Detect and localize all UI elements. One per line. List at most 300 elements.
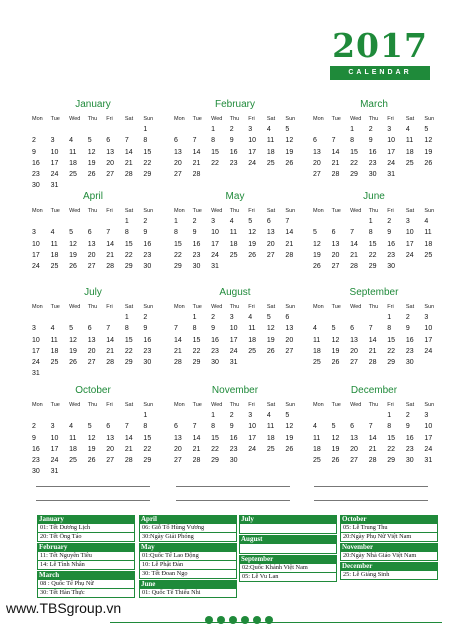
day-cell: 10 xyxy=(424,325,433,333)
day-cell: 22 xyxy=(387,347,396,355)
day-cell: 28 xyxy=(368,359,377,367)
holiday-month-header: June xyxy=(139,580,237,589)
day-cell: 30 xyxy=(32,468,40,476)
holiday-group xyxy=(340,562,438,580)
day-cell: 11 xyxy=(424,229,432,237)
empty-cell xyxy=(84,124,103,135)
day-cell: 18 xyxy=(313,347,321,355)
day-cell: 24 xyxy=(229,347,238,355)
holiday-item: 20: Tết Ông Táo xyxy=(37,533,135,542)
weekday-header: Thu xyxy=(87,304,98,310)
holiday-group xyxy=(239,555,337,582)
note-line xyxy=(36,486,150,487)
empty-cell xyxy=(102,124,121,135)
holiday-group xyxy=(139,515,237,542)
day-cell: 10 xyxy=(32,240,40,248)
day-cell: 23 xyxy=(405,347,414,355)
day-cell: 21 xyxy=(285,240,294,248)
day-cell: 14 xyxy=(368,434,377,442)
day-cell: 17 xyxy=(32,251,40,259)
day-cell: 18 xyxy=(50,347,59,355)
day-cell: 22 xyxy=(211,159,219,167)
day-cell: 24 xyxy=(211,251,219,259)
month-day-grid xyxy=(170,302,300,368)
day-cell: 9 xyxy=(387,229,392,237)
day-cell: 10 xyxy=(211,229,219,237)
day-cell: 8 xyxy=(387,423,392,431)
day-cell: 23 xyxy=(405,445,414,453)
day-cell: 5 xyxy=(424,126,429,133)
day-cell: 13 xyxy=(174,148,182,156)
day-cell: 30 xyxy=(387,263,396,271)
day-cell: 9 xyxy=(143,229,148,237)
day-cell: 3 xyxy=(248,126,253,133)
day-cell: 14 xyxy=(106,336,115,344)
day-cell: 28 xyxy=(124,457,133,465)
weekday-header: Thu xyxy=(87,208,98,214)
day-cell: 27 xyxy=(266,251,275,259)
day-cell: 14 xyxy=(124,434,133,442)
holiday-item: 01: Tết Dương Lịch xyxy=(37,524,135,533)
day-cell: 20 xyxy=(285,336,294,344)
day-cell: 12 xyxy=(87,148,96,156)
holiday-item: 25: Lễ Giáng Sinh xyxy=(340,571,438,580)
holiday-month-header: October xyxy=(340,515,438,524)
holiday-month-header: August xyxy=(239,535,337,544)
day-cell: 16 xyxy=(143,336,152,344)
empty-cell xyxy=(84,410,103,421)
day-cell: 18 xyxy=(266,434,275,442)
day-cell: 3 xyxy=(229,314,234,321)
day-cell: 5 xyxy=(313,229,317,237)
day-cell: 30 xyxy=(229,457,238,465)
day-cell: 31 xyxy=(387,171,396,179)
holiday-group xyxy=(37,515,135,542)
holiday-item: 14: Lễ Tình Nhân xyxy=(37,561,135,570)
day-cell: 18 xyxy=(266,148,275,156)
day-cell: 2 xyxy=(405,314,410,321)
day-cell: 9 xyxy=(368,137,373,145)
day-cell: 22 xyxy=(124,251,133,259)
day-cell: 13 xyxy=(266,229,275,237)
day-cell: 4 xyxy=(424,218,429,225)
month-day-grid xyxy=(28,400,158,478)
holiday-month-header: July xyxy=(239,515,337,524)
day-cell: 12 xyxy=(331,434,340,442)
holiday-group xyxy=(139,543,237,579)
day-cell: 5 xyxy=(248,218,253,225)
empty-cell xyxy=(328,312,347,323)
day-cell: 10 xyxy=(424,423,433,431)
day-cell: 16 xyxy=(32,159,40,167)
day-cell: 23 xyxy=(211,347,219,355)
day-cell: 3 xyxy=(32,325,36,333)
weekday-header: Sun xyxy=(424,304,435,310)
day-cell: 4 xyxy=(313,325,317,333)
day-cell: 26 xyxy=(285,445,294,453)
day-cell: 23 xyxy=(229,159,238,167)
day-cell: 14 xyxy=(285,229,294,237)
day-cell: 1 xyxy=(350,126,355,133)
day-cell: 20 xyxy=(87,251,96,259)
day-cell: 12 xyxy=(87,434,96,442)
day-cell: 7 xyxy=(124,137,129,145)
month-day-grid xyxy=(28,302,158,380)
day-cell: 30 xyxy=(143,359,152,367)
empty-cell xyxy=(309,124,328,135)
day-cell: 21 xyxy=(192,159,201,167)
day-cell: 18 xyxy=(248,336,257,344)
month-december xyxy=(309,384,439,466)
weekday-header: Tue xyxy=(192,208,202,214)
day-cell: 6 xyxy=(266,218,271,225)
empty-cell xyxy=(65,124,84,135)
holiday-item: 30: Tết Đoan Ngọ xyxy=(139,570,237,579)
weekday-header: Mon xyxy=(174,304,185,310)
day-cell: 7 xyxy=(124,423,129,431)
day-cell: 29 xyxy=(350,171,358,179)
day-cell: 15 xyxy=(143,434,152,442)
day-cell: 25 xyxy=(266,159,275,167)
day-cell: 18 xyxy=(229,240,238,248)
day-cell: 29 xyxy=(387,457,396,465)
day-cell: 17 xyxy=(229,336,238,344)
website-link[interactable]: www.TBSgroup.vn xyxy=(6,600,122,616)
day-cell: 15 xyxy=(174,240,182,248)
day-cell: 28 xyxy=(350,263,358,271)
day-cell: 28 xyxy=(285,251,294,259)
day-cell: 25 xyxy=(69,457,77,465)
day-cell: 19 xyxy=(248,240,257,248)
weekday-header: Tue xyxy=(331,304,341,310)
holiday-item: 10: Lễ Phật Đản xyxy=(139,561,237,570)
month-day-grid xyxy=(170,114,300,180)
day-cell: 28 xyxy=(106,359,115,367)
weekday-header: Sun xyxy=(285,116,296,122)
empty-cell xyxy=(365,312,384,323)
day-cell: 22 xyxy=(143,159,152,167)
weekday-header: Mon xyxy=(174,402,185,408)
day-cell: 24 xyxy=(50,171,59,179)
day-cell: 21 xyxy=(174,347,182,355)
day-cell: 19 xyxy=(331,445,340,453)
holiday-panel xyxy=(139,515,237,599)
holiday-item: 06: Giỗ Tổ Hùng Vương xyxy=(139,524,237,533)
empty-cell xyxy=(346,410,365,421)
day-cell: 13 xyxy=(106,148,115,156)
empty-cell xyxy=(189,410,208,421)
month-june xyxy=(309,190,439,272)
day-cell: 23 xyxy=(368,159,377,167)
day-cell: 6 xyxy=(313,137,317,145)
day-cell: 2 xyxy=(368,126,373,133)
day-cell: 4 xyxy=(266,412,271,419)
day-cell: 13 xyxy=(106,434,115,442)
day-cell: 5 xyxy=(266,314,271,321)
day-cell: 25 xyxy=(69,171,77,179)
day-cell: 20 xyxy=(174,159,182,167)
weekday-header: Mon xyxy=(313,116,324,122)
day-cell: 4 xyxy=(50,325,55,333)
weekday-header: Fri xyxy=(106,208,113,214)
weekday-header: Wed xyxy=(350,402,362,408)
day-cell: 24 xyxy=(32,263,40,271)
day-cell: 17 xyxy=(32,347,40,355)
day-cell: 17 xyxy=(50,159,59,167)
day-cell: 2 xyxy=(229,412,234,419)
day-cell: 8 xyxy=(350,137,355,145)
day-cell: 23 xyxy=(32,457,40,465)
day-cell: 15 xyxy=(368,240,377,248)
empty-cell xyxy=(309,216,328,227)
day-cell: 28 xyxy=(331,171,340,179)
day-cell: 2 xyxy=(143,218,148,225)
month-july xyxy=(28,286,158,380)
day-cell: 17 xyxy=(424,336,433,344)
holiday-item xyxy=(239,544,337,554)
day-cell: 19 xyxy=(285,148,294,156)
day-cell: 25 xyxy=(50,263,59,271)
holiday-item: 05: Lễ Trung Thu xyxy=(340,524,438,533)
day-cell: 9 xyxy=(405,423,410,431)
day-cell: 3 xyxy=(50,137,55,145)
day-cell: 2 xyxy=(143,314,148,321)
holiday-month-header: September xyxy=(239,555,337,564)
weekday-header: Tue xyxy=(50,402,60,408)
day-cell: 23 xyxy=(32,171,40,179)
day-cell: 9 xyxy=(32,148,36,156)
month-title: November xyxy=(211,385,259,396)
day-cell: 24 xyxy=(405,251,414,259)
day-cell: 20 xyxy=(313,159,321,167)
day-cell: 16 xyxy=(405,336,414,344)
day-cell: 21 xyxy=(331,159,340,167)
day-cell: 20 xyxy=(174,445,182,453)
day-cell: 8 xyxy=(211,137,216,145)
day-cell: 1 xyxy=(124,218,129,225)
day-cell: 4 xyxy=(229,218,234,225)
day-cell: 22 xyxy=(350,159,358,167)
month-september xyxy=(309,286,439,368)
footer-rule xyxy=(110,622,442,623)
weekday-header: Mon xyxy=(32,208,43,214)
day-cell: 12 xyxy=(313,240,321,248)
weekday-header: Sat xyxy=(266,304,276,310)
holiday-item: 20:Ngày Nhà Giáo Việt Nam xyxy=(340,552,438,561)
empty-cell xyxy=(47,216,66,227)
day-cell: 3 xyxy=(248,412,253,419)
day-cell: 10 xyxy=(248,423,257,431)
empty-cell xyxy=(102,216,121,227)
day-cell: 1 xyxy=(368,218,373,225)
day-cell: 6 xyxy=(285,314,290,321)
day-cell: 22 xyxy=(124,347,133,355)
day-cell: 23 xyxy=(143,251,152,259)
day-cell: 5 xyxy=(331,423,336,431)
weekday-header: Sat xyxy=(124,208,134,214)
day-cell: 18 xyxy=(313,445,321,453)
day-cell: 6 xyxy=(106,423,111,431)
day-cell: 22 xyxy=(368,251,377,259)
weekday-header: Tue xyxy=(331,116,341,122)
day-cell: 28 xyxy=(106,263,115,271)
weekday-header: Fri xyxy=(387,304,394,310)
empty-cell xyxy=(346,312,365,323)
day-cell: 12 xyxy=(248,229,257,237)
empty-cell xyxy=(28,124,47,135)
day-cell: 2 xyxy=(405,412,410,419)
day-cell: 1 xyxy=(124,314,129,321)
weekday-header: Fri xyxy=(387,116,394,122)
day-cell: 26 xyxy=(424,159,433,167)
day-cell: 11 xyxy=(266,423,275,431)
day-cell: 5 xyxy=(285,126,290,133)
note-line xyxy=(36,500,150,501)
day-cell: 21 xyxy=(368,347,377,355)
day-cell: 14 xyxy=(106,240,115,248)
month-april xyxy=(28,190,158,272)
day-cell: 24 xyxy=(32,359,40,367)
day-cell: 26 xyxy=(331,457,340,465)
day-cell: 4 xyxy=(248,314,253,321)
weekday-header: Tue xyxy=(50,116,60,122)
weekday-header: Sat xyxy=(266,402,276,408)
empty-cell xyxy=(84,216,103,227)
day-cell: 7 xyxy=(174,325,178,333)
weekday-header: Sun xyxy=(285,208,296,214)
day-cell: 19 xyxy=(285,434,294,442)
day-cell: 13 xyxy=(350,336,358,344)
day-cell: 12 xyxy=(69,240,77,248)
day-cell: 10 xyxy=(32,336,40,344)
day-cell: 31 xyxy=(50,182,59,190)
day-cell: 4 xyxy=(50,229,55,237)
month-day-grid xyxy=(28,114,158,192)
holiday-item: 30: Tết Hàn Thực xyxy=(37,589,135,598)
month-title: July xyxy=(84,287,102,298)
holiday-group xyxy=(239,515,337,534)
day-cell: 23 xyxy=(143,347,152,355)
weekday-header: Sat xyxy=(124,402,134,408)
day-cell: 8 xyxy=(143,423,148,431)
day-cell: 3 xyxy=(211,218,216,225)
day-cell: 12 xyxy=(285,137,294,145)
day-cell: 22 xyxy=(211,445,219,453)
day-cell: 4 xyxy=(313,423,317,431)
day-cell: 12 xyxy=(69,336,77,344)
day-cell: 24 xyxy=(424,445,433,453)
day-cell: 1 xyxy=(143,126,148,133)
day-cell: 10 xyxy=(387,137,396,145)
day-cell: 6 xyxy=(331,229,336,237)
day-cell: 8 xyxy=(143,137,148,145)
day-cell: 21 xyxy=(350,251,358,259)
day-cell: 27 xyxy=(87,359,96,367)
day-cell: 26 xyxy=(248,251,257,259)
day-cell: 1 xyxy=(387,314,392,321)
day-cell: 19 xyxy=(69,347,77,355)
holiday-group xyxy=(37,543,135,570)
day-cell: 27 xyxy=(106,171,115,179)
weekday-header: Tue xyxy=(331,208,341,214)
day-cell: 19 xyxy=(424,148,433,156)
day-cell: 3 xyxy=(387,126,392,133)
day-cell: 8 xyxy=(192,325,197,333)
day-cell: 3 xyxy=(32,229,36,237)
day-cell: 25 xyxy=(405,159,414,167)
empty-cell xyxy=(328,124,347,135)
weekday-header: Sat xyxy=(266,208,276,214)
day-cell: 11 xyxy=(69,434,77,442)
day-cell: 15 xyxy=(387,336,396,344)
day-cell: 31 xyxy=(211,263,219,271)
empty-cell xyxy=(28,216,47,227)
month-day-grid xyxy=(170,400,300,466)
weekday-header: Wed xyxy=(69,402,81,408)
weekday-header: Sat xyxy=(405,402,415,408)
day-cell: 7 xyxy=(285,218,290,225)
day-cell: 11 xyxy=(69,148,77,156)
month-day-grid xyxy=(309,206,439,272)
day-cell: 19 xyxy=(266,336,275,344)
day-cell: 27 xyxy=(285,347,294,355)
day-cell: 15 xyxy=(124,336,133,344)
weekday-header: Thu xyxy=(368,304,379,310)
day-cell: 21 xyxy=(124,445,133,453)
weekday-header: Wed xyxy=(69,208,81,214)
holiday-month-header: May xyxy=(139,543,237,552)
day-cell: 31 xyxy=(229,359,238,367)
day-cell: 24 xyxy=(248,445,257,453)
day-cell: 20 xyxy=(266,240,275,248)
day-cell: 11 xyxy=(50,240,58,248)
day-cell: 29 xyxy=(368,263,377,271)
day-cell: 2 xyxy=(192,218,197,225)
weekday-header: Fri xyxy=(387,402,394,408)
month-title: December xyxy=(350,385,398,396)
weekday-header: Wed xyxy=(211,116,223,122)
day-cell: 29 xyxy=(387,359,396,367)
day-cell: 15 xyxy=(124,240,133,248)
empty-cell xyxy=(65,410,84,421)
day-cell: 31 xyxy=(32,370,40,378)
holiday-group xyxy=(239,535,337,554)
day-cell: 6 xyxy=(350,423,355,431)
day-cell: 18 xyxy=(69,159,77,167)
day-cell: 25 xyxy=(424,251,433,259)
day-cell: 30 xyxy=(405,457,414,465)
day-cell: 12 xyxy=(266,325,275,333)
day-cell: 14 xyxy=(368,336,377,344)
weekday-header: Mon xyxy=(32,116,43,122)
empty-cell xyxy=(170,124,189,135)
holiday-panel xyxy=(37,515,135,599)
weekday-header: Tue xyxy=(192,402,202,408)
day-cell: 19 xyxy=(313,251,321,259)
day-cell: 21 xyxy=(192,445,201,453)
day-cell: 27 xyxy=(350,359,358,367)
weekday-header: Sat xyxy=(405,208,415,214)
month-march xyxy=(309,98,439,180)
empty-cell xyxy=(65,312,84,323)
holiday-month-header: December xyxy=(340,562,438,571)
day-cell: 11 xyxy=(313,336,321,344)
day-cell: 27 xyxy=(331,263,340,271)
calendar-brand xyxy=(328,27,432,82)
holiday-month-header: November xyxy=(340,543,438,552)
day-cell: 21 xyxy=(106,251,115,259)
day-cell: 26 xyxy=(87,171,96,179)
